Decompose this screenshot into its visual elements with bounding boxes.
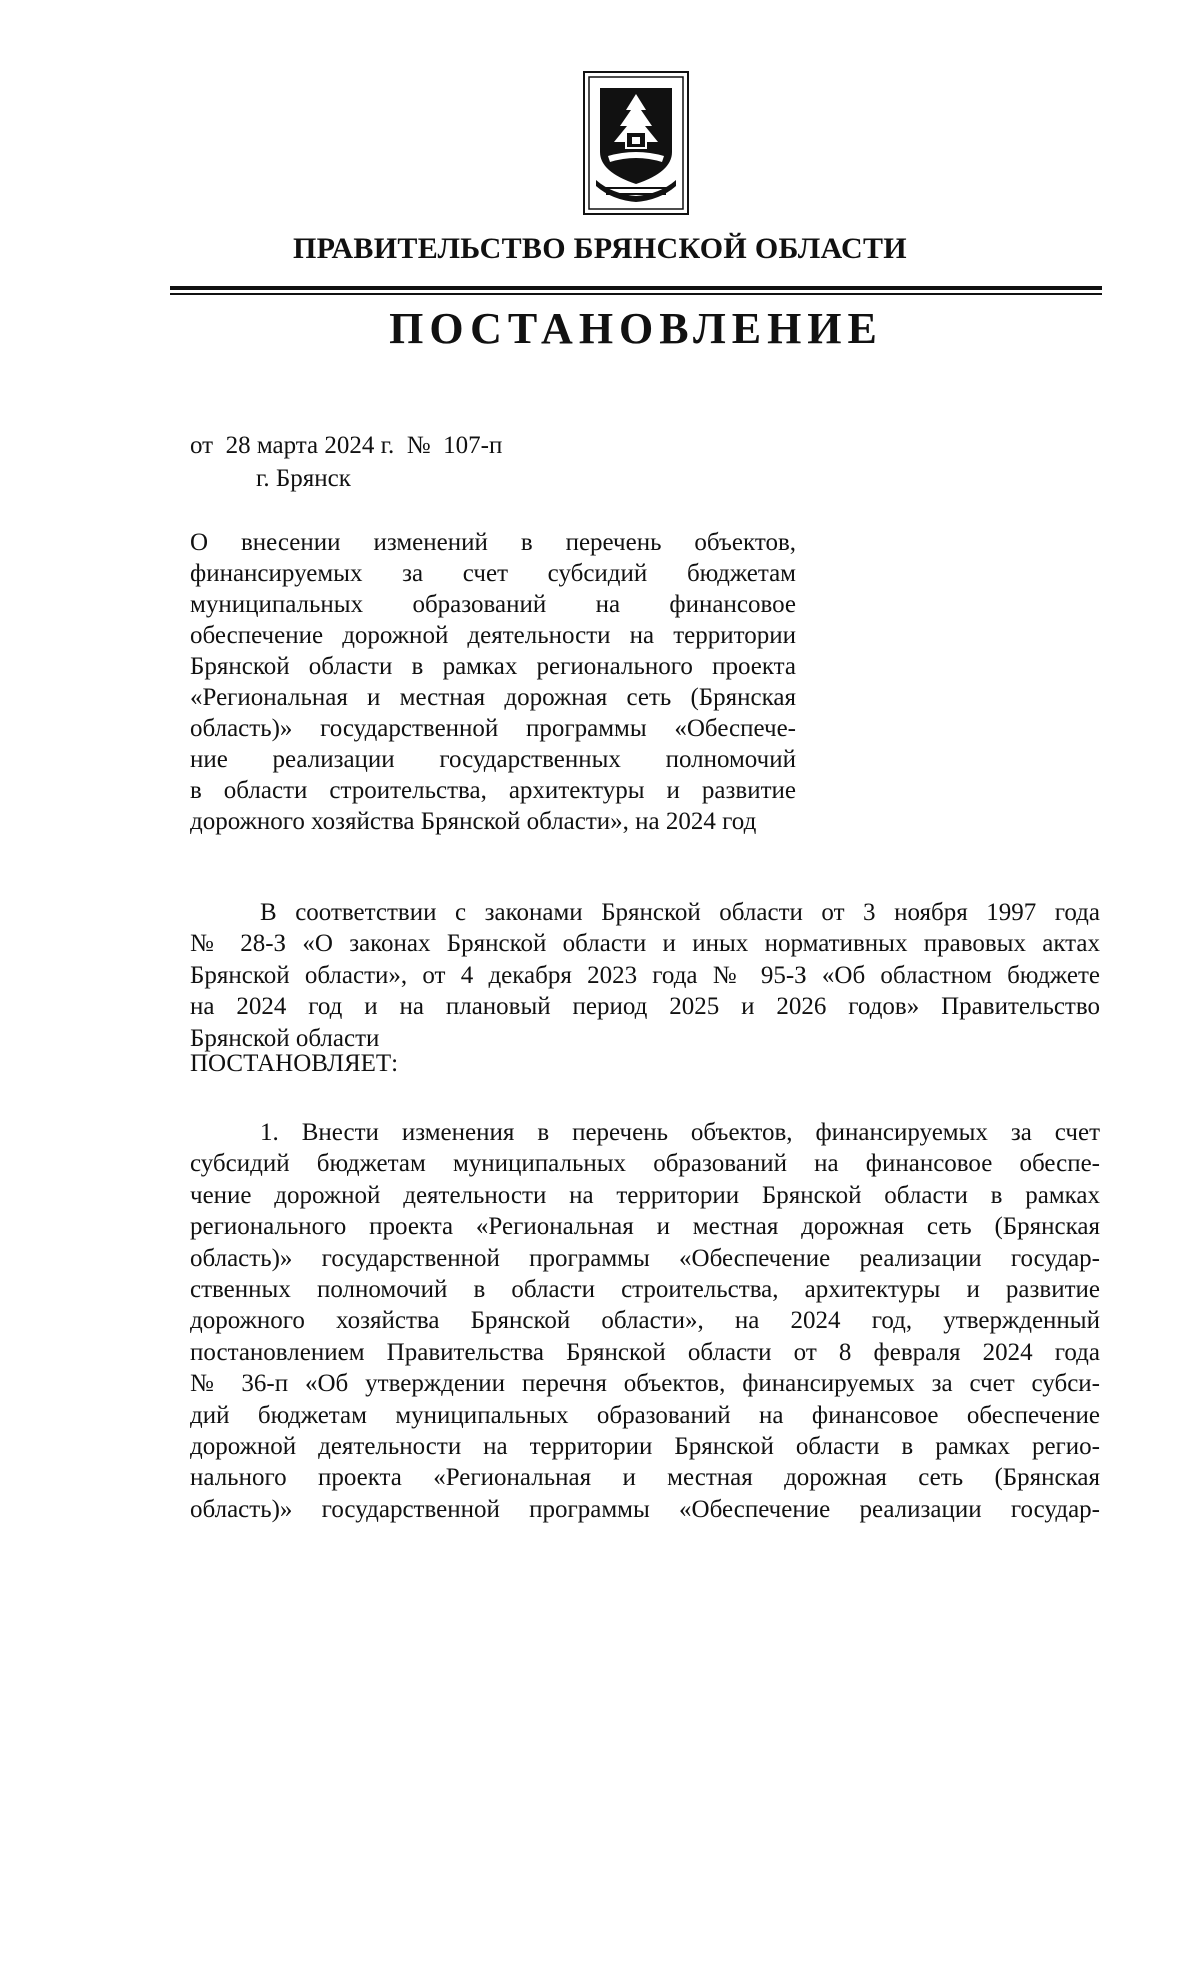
subject-line: дорожного хозяйства Брянской области», на 2024 год (190, 808, 757, 835)
item-line: ственных полномочий в области строительства, архитектуры и развитие (190, 1275, 1100, 1303)
item-line: субсидий бюджетам муниципальных образований на финансовое обеспе- (190, 1150, 1100, 1178)
preamble-line: Брянской области (190, 1024, 380, 1052)
preamble-line: Брянской области», от 4 декабря 2023 года № 95-З «Об областном бюджете (190, 961, 1100, 989)
subject-line: в области строительства, архитектуры и развитие (190, 777, 796, 804)
item-line: дорожного хозяйства Брянской области», на 2024 год, утвержденный (190, 1307, 1100, 1335)
item-line: дий бюджетам муниципальных образований на финансовое обеспечение (190, 1401, 1100, 1429)
subject-line: «Региональная и местная дорожная сеть (Брянская (190, 684, 796, 711)
subject-line: Брянской области в рамках регионального проекта (190, 653, 796, 680)
subject-line: область)» государственной программы «Обеспече- (190, 715, 796, 742)
subject-block (190, 527, 796, 837)
item-line: 1. Внести изменения в перечень объектов, финансируемых за счет (260, 1119, 1100, 1146)
subject-line: О внесении изменений в перечень объектов, (190, 529, 796, 556)
decree-word: ПОСТАНОВЛЯЕТ: (190, 1050, 399, 1077)
item-line: чение дорожной деятельности на территории Брянской области в рамках (190, 1181, 1100, 1209)
date-number-line: от 28 марта 2024 г. № 107-п (190, 432, 503, 459)
item-line: нального проекта «Региональная и местная дорожная сеть (Брянская (190, 1464, 1100, 1492)
subject-line: ние реализации государственных полномочий (190, 746, 796, 773)
header-rule-thin (170, 293, 1102, 295)
subject-line: финансируемых за счет субсидий бюджетам (190, 560, 796, 587)
document-type: ПОСТАНОВЛЕНИЕ (389, 304, 883, 353)
coat-of-arms-icon (582, 70, 690, 216)
header-rule-thick (170, 286, 1102, 290)
item-1-paragraph (190, 1117, 1100, 1525)
item-line: № 36-п «Об утверждении перечня объектов, финансируемых за счет субси- (190, 1370, 1100, 1398)
subject-line: муниципальных образований на финансовое (190, 591, 796, 618)
preamble-line: В соответствии с законами Брянской области от 3 ноября 1997 года (260, 899, 1100, 926)
item-line: постановлением Правительства Брянской области от 8 февраля 2024 года (190, 1338, 1100, 1366)
city: г. Брянск (256, 465, 351, 492)
item-line: область)» государственной программы «Обеспечение реализации государ- (190, 1495, 1100, 1523)
preamble-line: № 28-З «О законах Брянской области и иных нормативных правовых актах (190, 930, 1100, 958)
item-line: область)» государственной программы «Обеспечение реализации государ- (190, 1244, 1100, 1272)
preamble-line: на 2024 год и на плановый период 2025 и 2026 годов» Правительство (190, 993, 1100, 1021)
item-line: регионального проекта «Региональная и местная дорожная сеть (Брянская (190, 1213, 1100, 1241)
subject-line: обеспечение дорожной деятельности на территории (190, 622, 796, 649)
organization-title: ПРАВИТЕЛЬСТВО БРЯНСКОЙ ОБЛАСТИ (293, 232, 907, 265)
preamble-paragraph (190, 897, 1100, 1054)
item-line: дорожной деятельности на территории Брянской области в рамках регио- (190, 1432, 1100, 1460)
